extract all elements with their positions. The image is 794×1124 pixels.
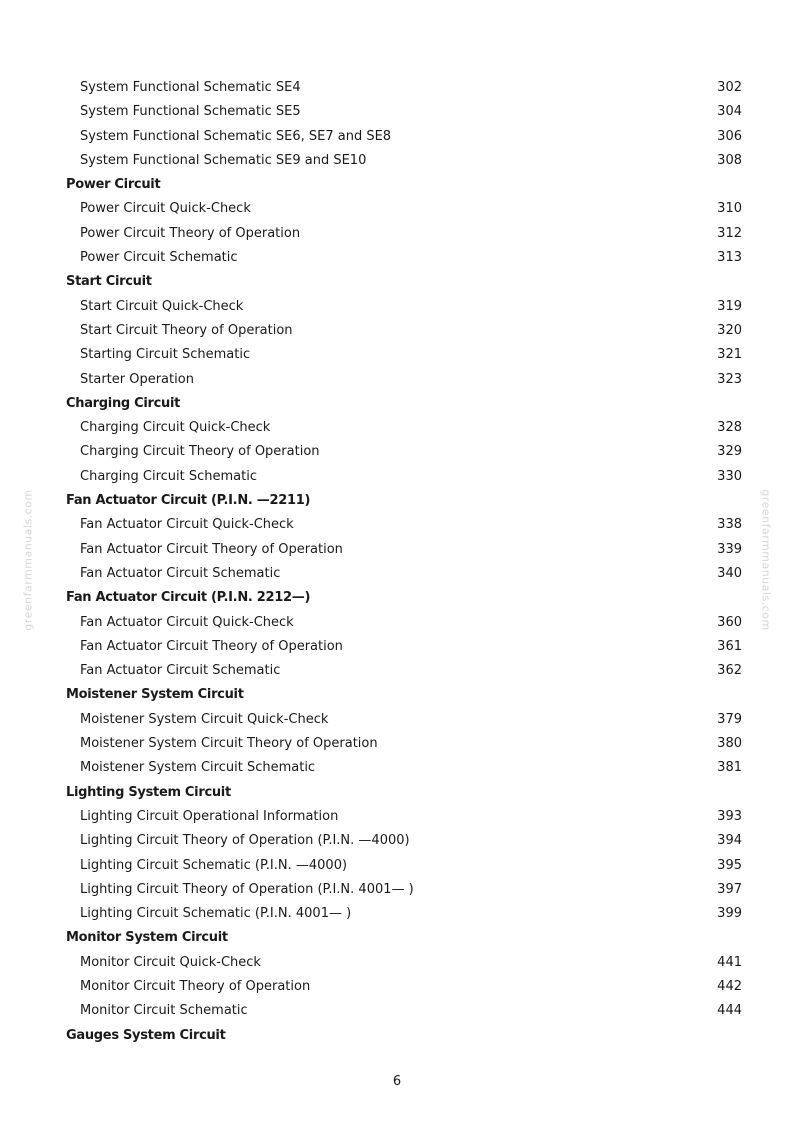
toc-entry[interactable]	[66, 659, 742, 683]
toc-entry-title: Fan Actuator Circuit Quick-Check	[80, 614, 294, 630]
toc-heading-title: Lighting System Circuit	[66, 784, 231, 800]
toc-entry[interactable]	[66, 76, 742, 100]
toc-entry-page-number: 310	[717, 201, 742, 217]
toc-entry-page-number: 393	[717, 808, 742, 824]
toc-entry[interactable]	[66, 805, 742, 829]
toc-entry-page-number: 394	[717, 833, 742, 849]
toc-entry-page-number: 339	[717, 541, 742, 557]
toc-entry-page-number: 441	[717, 954, 742, 970]
toc-entry[interactable]	[66, 562, 742, 586]
toc-heading-title: Fan Actuator Circuit (P.I.N. —2211)	[66, 493, 311, 509]
toc-entry-title: Lighting Circuit Schematic (P.I.N. —4000)	[80, 857, 348, 873]
toc-section-heading	[66, 781, 742, 805]
toc-entry[interactable]	[66, 197, 742, 221]
toc-entry-title: Monitor Circuit Schematic	[80, 1003, 248, 1019]
toc-section-heading	[66, 926, 742, 950]
toc-section-heading	[66, 270, 742, 294]
toc-entry-title: Lighting Circuit Schematic (P.I.N. 4001— )	[80, 906, 352, 922]
toc-entry-title: Fan Actuator Circuit Quick-Check	[80, 517, 294, 533]
toc-entry-page-number: 399	[717, 906, 742, 922]
toc-entry[interactable]	[66, 999, 742, 1023]
toc-entry[interactable]	[66, 902, 742, 926]
toc-entry-page-number: 304	[717, 104, 742, 120]
toc-entry[interactable]	[66, 416, 742, 440]
toc-entry-title: Fan Actuator Circuit Schematic	[80, 565, 281, 581]
toc-entry[interactable]	[66, 465, 742, 489]
toc-entry[interactable]	[66, 538, 742, 562]
toc-entry[interactable]	[66, 125, 742, 149]
toc-entry-page-number: 362	[717, 663, 742, 679]
toc-entry[interactable]	[66, 829, 742, 853]
toc-entry-title: Power Circuit Quick-Check	[80, 201, 251, 217]
toc-entry-page-number: 312	[717, 225, 742, 241]
toc-entry-title: Lighting Circuit Operational Information	[80, 808, 339, 824]
table-of-contents	[66, 76, 742, 1048]
toc-entry[interactable]	[66, 295, 742, 319]
toc-entry-title: Power Circuit Theory of Operation	[80, 225, 301, 241]
toc-entry-page-number: 361	[717, 638, 742, 654]
toc-entry-page-number: 320	[717, 322, 742, 338]
toc-entry-page-number: 360	[717, 614, 742, 630]
toc-entry[interactable]	[66, 878, 742, 902]
toc-entry-page-number: 340	[717, 565, 742, 581]
toc-heading-title: Power Circuit	[66, 177, 161, 193]
toc-entry[interactable]	[66, 246, 742, 270]
toc-entry-page-number: 381	[717, 760, 742, 776]
toc-entry-title: Moistener System Circuit Quick-Check	[80, 711, 329, 727]
toc-entry[interactable]	[66, 611, 742, 635]
toc-entry-title: Monitor Circuit Theory of Operation	[80, 978, 311, 994]
toc-entry-page-number: 444	[717, 1003, 742, 1019]
toc-entry[interactable]	[66, 368, 742, 392]
toc-section-heading	[66, 173, 742, 197]
page-number: 6	[392, 1074, 402, 1089]
toc-entry-title: System Functional Schematic SE9 and SE10	[80, 152, 367, 168]
toc-entry[interactable]	[66, 222, 742, 246]
toc-entry-title: Charging Circuit Schematic	[80, 468, 257, 484]
toc-entry-title: Monitor Circuit Quick-Check	[80, 954, 261, 970]
toc-entry[interactable]	[66, 708, 742, 732]
toc-entry[interactable]	[66, 440, 742, 464]
toc-entry-title: Starting Circuit Schematic	[80, 347, 251, 363]
toc-entry-title: Power Circuit Schematic	[80, 250, 238, 266]
toc-heading-title: Charging Circuit	[66, 395, 181, 411]
toc-entry-title: Lighting Circuit Theory of Operation (P.I.N. 4001— )	[80, 881, 414, 897]
toc-entry-title: System Functional Schematic SE6, SE7 and SE8	[80, 128, 392, 144]
toc-heading-title: Monitor System Circuit	[66, 930, 228, 946]
toc-heading-title: Moistener System Circuit	[66, 687, 244, 703]
toc-section-heading	[66, 586, 742, 610]
toc-entry-page-number: 321	[717, 347, 742, 363]
toc-entry-title: Charging Circuit Quick-Check	[80, 420, 271, 436]
toc-entry-title: Fan Actuator Circuit Theory of Operation	[80, 638, 343, 654]
toc-entry-page-number: 319	[717, 298, 742, 314]
toc-entry-page-number: 328	[717, 420, 742, 436]
toc-entry-title: System Functional Schematic SE4	[80, 80, 301, 95]
toc-entry-page-number: 313	[717, 250, 742, 266]
toc-section-heading	[66, 489, 742, 513]
toc-entry[interactable]	[66, 100, 742, 124]
toc-entry-page-number: 302	[717, 80, 742, 95]
toc-section-heading	[66, 683, 742, 707]
toc-entry[interactable]	[66, 975, 742, 999]
toc-section-heading	[66, 1024, 742, 1048]
toc-entry-page-number: 329	[717, 444, 742, 460]
toc-entry-title: Fan Actuator Circuit Theory of Operation	[80, 541, 343, 557]
toc-section-heading	[66, 392, 742, 416]
toc-entry-page-number: 380	[717, 736, 742, 752]
toc-entry-page-number: 338	[717, 517, 742, 533]
toc-entry-page-number: 306	[717, 128, 742, 144]
toc-entry[interactable]	[66, 149, 742, 173]
toc-heading-title: Gauges System Circuit	[66, 1027, 226, 1043]
watermark-right: greenfarmmanuals.com	[759, 489, 773, 631]
toc-entry-page-number: 442	[717, 978, 742, 994]
toc-entry-title: Moistener System Circuit Theory of Operation	[80, 736, 378, 752]
toc-entry-title: Charging Circuit Theory of Operation	[80, 444, 320, 460]
toc-entry-page-number: 308	[717, 152, 742, 168]
toc-entry[interactable]	[66, 319, 742, 343]
watermark-left: greenfarmmanuals.com	[21, 489, 35, 631]
toc-entry-title: Start Circuit Quick-Check	[80, 298, 244, 314]
toc-entry-title: Lighting Circuit Theory of Operation (P.I.N. —4000)	[80, 833, 410, 849]
toc-heading-title: Fan Actuator Circuit (P.I.N. 2212—)	[66, 590, 311, 606]
toc-entry[interactable]	[66, 854, 742, 878]
toc-entry-page-number: 395	[717, 857, 742, 873]
toc-entry-title: System Functional Schematic SE5	[80, 104, 301, 120]
toc-entry[interactable]	[66, 732, 742, 756]
toc-entry-title: Fan Actuator Circuit Schematic	[80, 663, 281, 679]
toc-entry-title: Moistener System Circuit Schematic	[80, 760, 316, 776]
toc-entry-title: Start Circuit Theory of Operation	[80, 322, 293, 338]
toc-entry[interactable]	[66, 343, 742, 367]
toc-entry[interactable]	[66, 513, 742, 537]
toc-entry-page-number: 330	[717, 468, 742, 484]
toc-entry-title: Starter Operation	[80, 371, 194, 387]
toc-entry-page-number: 397	[717, 881, 742, 897]
toc-entry[interactable]	[66, 756, 742, 780]
toc-entry-page-number: 323	[717, 371, 742, 387]
toc-entry[interactable]	[66, 951, 742, 975]
toc-heading-title: Start Circuit	[66, 274, 152, 290]
toc-entry[interactable]	[66, 635, 742, 659]
toc-entry-page-number: 379	[717, 711, 742, 727]
